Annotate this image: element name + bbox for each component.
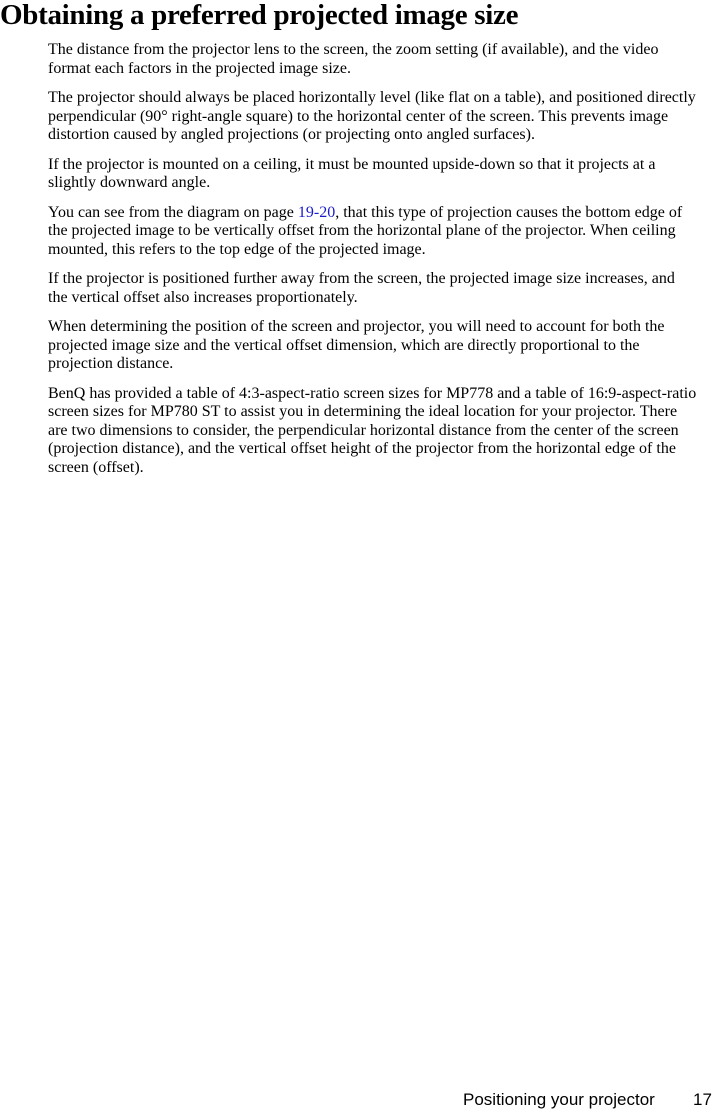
paragraph-positioning: When determining the position of the screen and projector, you will need to account for both the projected image size and the vertical offset dimension, which are directly proportional to the projection distance.	[48, 318, 665, 372]
page-title: Obtaining a preferred projected image size	[0, 0, 519, 31]
paragraph-image-size-factors: The distance from the projector lens to the screen, the zoom setting (if available), and the video format each factors in the projected image size.	[48, 41, 659, 77]
paragraph-distance-effect: If the projector is positioned further away from the screen, the projected image size increases, and the vertical offset also increases proportionately.	[48, 270, 675, 306]
paragraph-ceiling-mount: If the projector is mounted on a ceiling, it must be mounted upside-down so that it projects at a slightly downward angle.	[48, 155, 656, 191]
page-reference-link[interactable]: 19-20	[297, 203, 336, 221]
body-text	[48, 41, 698, 488]
page-footer	[0, 1090, 712, 1110]
paragraph-vertical-offset-text-end: , that this type of projection causes the bottom edge of the projected image to be vertically offset from the horizontal plane of the projector. When ceiling mounted, this refers to the top edge of the projected image.	[48, 203, 683, 258]
footer-section-title: Positioning your projector	[463, 1090, 655, 1109]
paragraph-screen-size-tables: BenQ has provided a table of 4:3-aspect-ratio screen sizes for MP778 and a table of 16:9-aspect-ratio screen sizes for MP780 ST to assist you in determining the ideal location for your projector. There are two dimensions to consider, the perpendicular horizontal distance from the center of the screen (projection distance), and the vertical offset height of the projector from the horizontal edge of the screen (offset).	[48, 384, 697, 476]
footer-page-number: 17	[693, 1090, 712, 1109]
paragraph-vertical-offset-text-start: You can see from the diagram on page	[48, 203, 298, 221]
paragraph-vertical-offset	[48, 204, 698, 260]
paragraph-level-placement: The projector should always be placed horizontally level (like flat on a table), and positioned directly perpendicular (90° right-angle square) to the horizontal center of the screen. This prevents image distortion caused by angled projections (or projecting onto angled surfaces).	[48, 89, 696, 143]
